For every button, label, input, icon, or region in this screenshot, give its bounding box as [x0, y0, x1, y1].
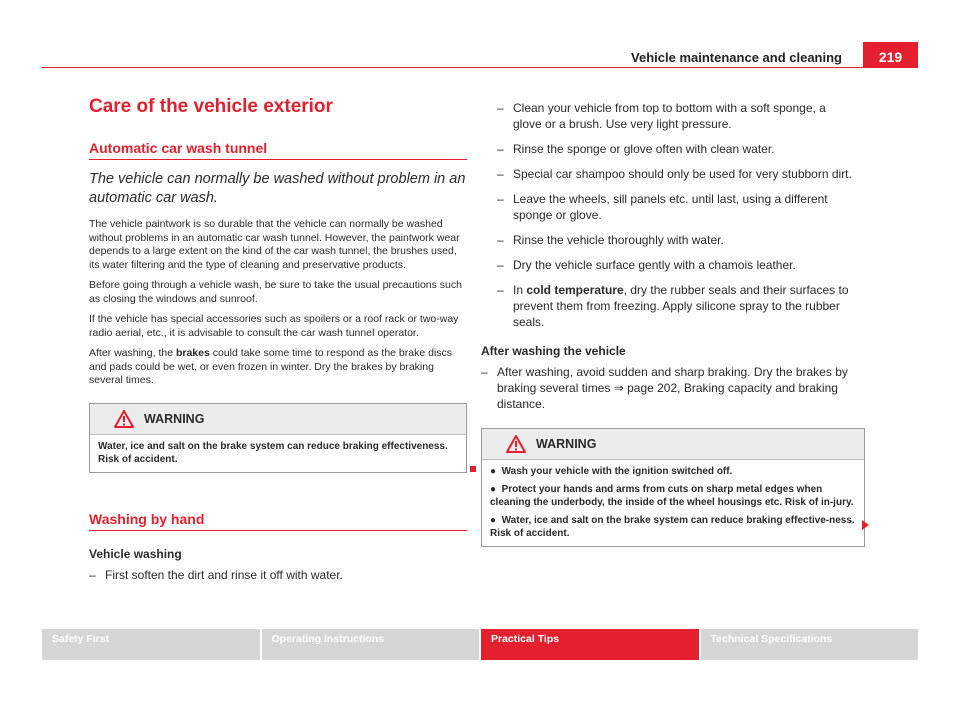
warning-box-left [89, 403, 467, 473]
warning-triangle-icon [114, 410, 134, 428]
list-item-text: Clean your vehicle from top to bottom with a soft sponge, a glove or a brush. Use very light pressure. [513, 101, 826, 131]
dash-marker: – [497, 283, 504, 297]
header-rule [42, 67, 918, 68]
list-item-text: Rinse the sponge or glove often with clean water. [513, 142, 775, 156]
warning-header [482, 429, 864, 460]
list-item [497, 166, 857, 182]
right-column [481, 100, 857, 547]
cold-text-after: , dry the rubber seals and their surfaces to prevent them from freezing. Apply silicone spray to the rubber seals. [513, 283, 849, 329]
running-header-title: Vehicle maintenance and cleaning [631, 50, 842, 65]
list-item [497, 232, 857, 248]
left-column [89, 96, 467, 592]
vehicle-washing-label: Vehicle washing [89, 546, 182, 561]
dash-marker: – [497, 142, 504, 156]
brakes-keyword: brakes [175, 347, 210, 359]
list-item-text: First soften the dirt and rinse it off with water. [105, 567, 343, 582]
bullet-marker: ● [490, 466, 497, 477]
after-washing-label: After washing the vehicle [481, 344, 626, 358]
footer-tab-technical-specifications[interactable]: Technical Specifications [701, 629, 919, 660]
paragraph-precautions: Before going through a vehicle wash, be sure to take the usual precautions such as closing the windows and sunroof. [89, 279, 462, 305]
list-item-cold-temperature [497, 282, 857, 330]
list-item [497, 100, 857, 132]
warning-bullet-text: Protect your hands and arms from cuts on sharp metal edges when cleaning the underbody, the inside of the wheel housings etc. Risk of in-jury. [490, 484, 854, 508]
list-item-text: Dry the vehicle surface gently with a chamois leather. [513, 258, 796, 272]
warning-bullet-text: Wash your vehicle with the ignition switched off. [501, 466, 733, 477]
warning-title: WARNING [536, 437, 597, 451]
list-item-text: After washing, avoid sudden and sharp braking. Dry the brakes by braking several times ⇒ page 202, Braking capacity and braking distance. [497, 365, 848, 411]
paragraph-brakes [89, 347, 467, 388]
warning-body [482, 460, 864, 546]
cold-temperature-keyword: cold temperature [526, 283, 624, 297]
bullet-marker: ● [490, 515, 497, 526]
list-item [89, 567, 467, 583]
dash-marker: – [497, 167, 504, 181]
list-item [497, 141, 857, 157]
list-item [497, 191, 857, 223]
warning-title: WARNING [144, 411, 205, 426]
section-end-marker-icon [470, 466, 476, 472]
bullet-marker: ● [490, 484, 497, 495]
warning-box-right [481, 428, 865, 547]
warning-bullet-item [490, 465, 856, 478]
paragraph-paintwork: The vehicle paintwork is so durable that the vehicle can normally be washed without problems in an automatic car wash tunnel. However, the paintwork wear depends to a large extent on the kind of the car wash tunnel, the brushes used, its water filtering and the type of cleaning and preservative products. [89, 218, 460, 271]
page-number: 219 [863, 42, 918, 68]
dash-marker: – [89, 567, 96, 582]
footer-tab-safety-first[interactable]: Safety First [42, 629, 260, 660]
footer-tab-operating-instructions[interactable]: Operating instructions [262, 629, 480, 660]
warning-bullet-item [490, 483, 856, 509]
brakes-text-after: could take some time to respond as the brake discs and pads could be wet, or even frozen in winter. Dry the brakes by braking several times. [89, 347, 453, 386]
list-item [497, 257, 857, 273]
dash-marker: – [481, 365, 488, 379]
warning-header [90, 404, 466, 435]
section-title: Care of the vehicle exterior [89, 96, 333, 117]
warning-triangle-icon [506, 435, 526, 453]
continue-arrow-icon [862, 520, 869, 530]
list-item-text: Leave the wheels, sill panels etc. until last, using a different sponge or glove. [513, 192, 828, 222]
intro-text: The vehicle can normally be washed without problem in an automatic car wash. [89, 171, 466, 206]
subheading-washing-by-hand: Washing by hand [89, 511, 467, 531]
footer-nav [42, 629, 918, 660]
dash-marker: – [497, 258, 504, 272]
list-item [481, 364, 857, 412]
list-item-text: Rinse the vehicle thoroughly with water. [513, 233, 724, 247]
cold-text-before: In [513, 283, 527, 297]
warning-body [90, 435, 466, 472]
list-item-text: Special car shampoo should only be used for very stubborn dirt. [513, 167, 852, 181]
warning-bullet-item [490, 514, 856, 540]
brakes-text-before: After washing, the [89, 347, 176, 359]
footer-tab-practical-tips[interactable]: Practical Tips [481, 629, 699, 660]
subheading-car-wash-tunnel: Automatic car wash tunnel [89, 140, 467, 160]
warning-text: Water, ice and salt on the brake system can reduce braking effectiveness. Risk of accident. [98, 440, 448, 465]
dash-marker: – [497, 192, 504, 206]
paragraph-accessories: If the vehicle has special accessories such as spoilers or a roof rack or two-way radio aerial, etc., it is advisable to consult the car wash tunnel operator. [89, 313, 459, 339]
dash-marker: – [497, 233, 504, 247]
dash-marker: – [497, 101, 504, 115]
warning-bullet-text: Water, ice and salt on the brake system can reduce braking effective-ness. Risk of accident. [490, 515, 855, 539]
